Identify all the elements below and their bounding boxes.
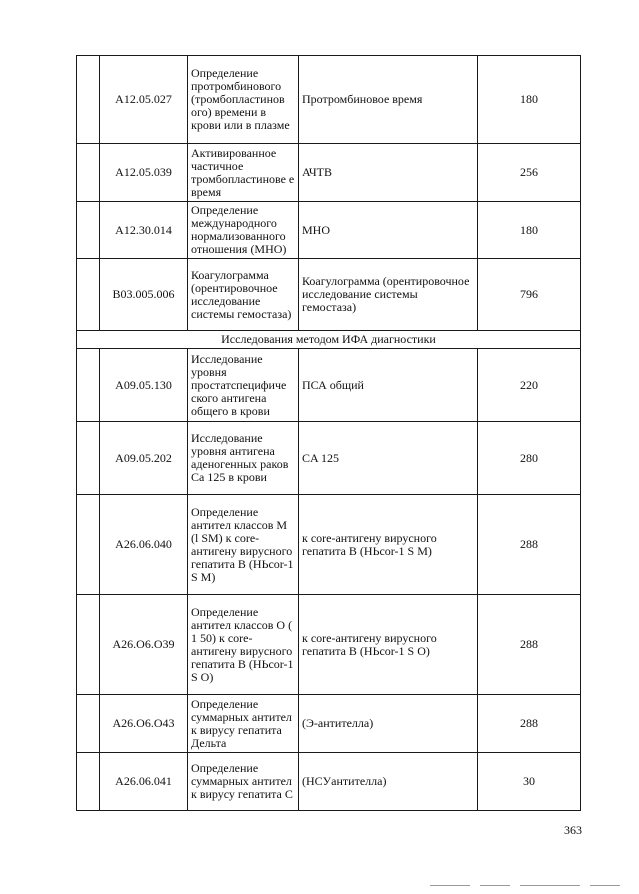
empty-cell bbox=[77, 144, 100, 202]
scan-artifact-line bbox=[590, 885, 620, 886]
empty-cell bbox=[77, 753, 100, 811]
service-price: 288 bbox=[478, 695, 581, 753]
service-name: Определение антител классов M (l SM) к core-антигену вирусного гепатита B (HЬcor-1 S M) bbox=[188, 495, 299, 595]
table-row bbox=[77, 349, 581, 422]
service-code: A12.05.027 bbox=[100, 56, 188, 144]
service-price: 288 bbox=[478, 495, 581, 595]
service-short-name: (Э-антителла) bbox=[299, 695, 478, 753]
table-row bbox=[77, 422, 581, 495]
table-row bbox=[77, 495, 581, 595]
service-price: 180 bbox=[478, 56, 581, 144]
service-code: A12.30.014 bbox=[100, 202, 188, 259]
section-row bbox=[77, 331, 581, 349]
service-short-name: (HCУантителла) bbox=[299, 753, 478, 811]
service-name: Определение суммарных антител к вирусу гепатита Дельта bbox=[188, 695, 299, 753]
table-row bbox=[77, 595, 581, 695]
table-row bbox=[77, 56, 581, 144]
empty-cell bbox=[77, 349, 100, 422]
service-name: Коагулограмма (орентировочное исследование системы гемостаза) bbox=[188, 259, 299, 331]
service-short-name: АЧТВ bbox=[299, 144, 478, 202]
service-code: B03.005.006 bbox=[100, 259, 188, 331]
service-short-name: МНО bbox=[299, 202, 478, 259]
service-code: A09.05.130 bbox=[100, 349, 188, 422]
service-name: Исследование уровня простатспецифиче ского антигена общего в крови bbox=[188, 349, 299, 422]
empty-cell bbox=[77, 56, 100, 144]
scan-artifact-line bbox=[480, 885, 510, 886]
service-name: Исследование уровня антигена аденогенных раков Са 125 в крови bbox=[188, 422, 299, 495]
service-code: A09.05.202 bbox=[100, 422, 188, 495]
service-name: Определение протромбинового (тромбопластинов ого) времени в крови или в плазме bbox=[188, 56, 299, 144]
table-row bbox=[77, 202, 581, 259]
empty-cell bbox=[77, 695, 100, 753]
empty-cell bbox=[77, 259, 100, 331]
price-table bbox=[76, 55, 581, 811]
empty-cell bbox=[77, 202, 100, 259]
service-price: 288 bbox=[478, 595, 581, 695]
table-row bbox=[77, 144, 581, 202]
scan-artifact-line bbox=[520, 885, 580, 886]
service-code: A26.06.040 bbox=[100, 495, 188, 595]
service-short-name: ПСА общий bbox=[299, 349, 478, 422]
table-row bbox=[77, 695, 581, 753]
empty-cell bbox=[77, 422, 100, 495]
service-price: 30 bbox=[478, 753, 581, 811]
service-price: 256 bbox=[478, 144, 581, 202]
service-name: Определение международного нормализованного отношения (МНО) bbox=[188, 202, 299, 259]
service-code: A26.O6.O39 bbox=[100, 595, 188, 695]
service-name: Определение антител классов O ( 1 50) к core-антигену вирусного гепатита B (HЬcor-1 S O) bbox=[188, 595, 299, 695]
empty-cell bbox=[77, 495, 100, 595]
service-name: Активированное частичное тромбопластинове е время bbox=[188, 144, 299, 202]
service-price: 220 bbox=[478, 349, 581, 422]
service-price: 180 bbox=[478, 202, 581, 259]
service-price: 796 bbox=[478, 259, 581, 331]
service-code: A12.05.039 bbox=[100, 144, 188, 202]
service-short-name: к core-антигену вирусного гепатита В (HЬcor-1 S O) bbox=[299, 595, 478, 695]
empty-cell bbox=[77, 595, 100, 695]
table-row bbox=[77, 259, 581, 331]
page-number: 363 bbox=[564, 823, 582, 837]
scan-artifact-line bbox=[430, 885, 470, 886]
service-short-name: CA 125 bbox=[299, 422, 478, 495]
service-price: 280 bbox=[478, 422, 581, 495]
service-short-name: к core-антигену вирусного гепатита В (HЬcor-1 S M) bbox=[299, 495, 478, 595]
service-code: A26.O6.O43 bbox=[100, 695, 188, 753]
service-short-name: Коагулограмма (орентировочное исследование системы гемостаза) bbox=[299, 259, 478, 331]
service-name: Определение суммарных антител к вирусу гепатита С bbox=[188, 753, 299, 811]
service-short-name: Протромбиновое время bbox=[299, 56, 478, 144]
service-code: A26.06.041 bbox=[100, 753, 188, 811]
table-row bbox=[77, 753, 581, 811]
section-title: Исследования методом ИФА диагностики bbox=[77, 331, 581, 349]
